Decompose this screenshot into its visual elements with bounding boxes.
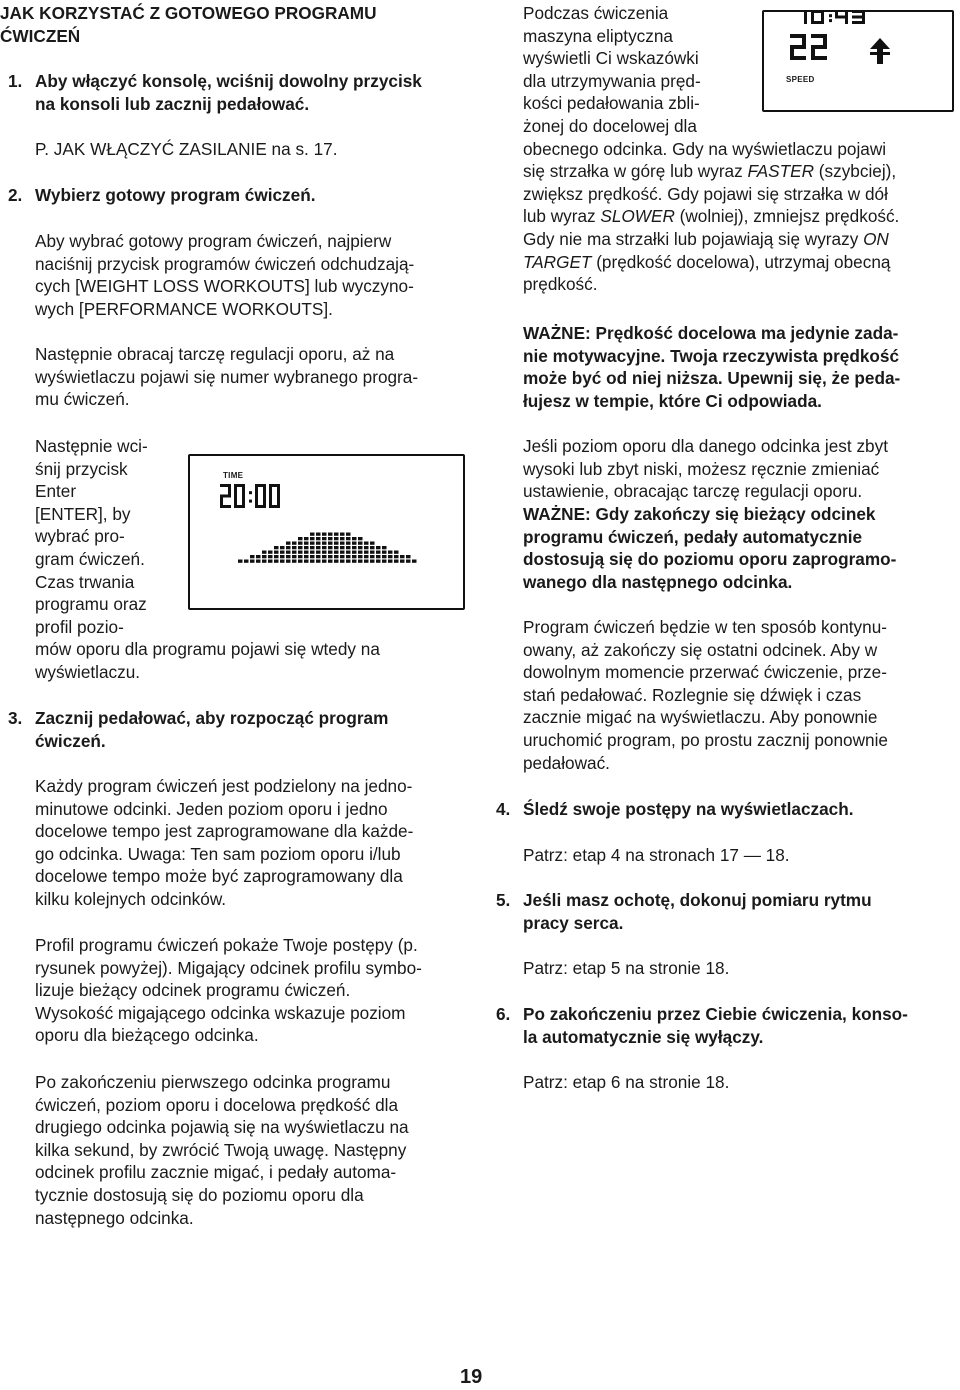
profile-segment xyxy=(328,560,333,563)
profile-segment xyxy=(346,560,351,563)
step5-reference: Patrz: etap 5 na stronie 18. xyxy=(523,958,730,978)
profile-segment xyxy=(358,551,363,554)
profile-segment xyxy=(316,546,321,549)
profile-segment xyxy=(328,551,333,554)
profile-segment xyxy=(304,551,309,554)
speed-value-digits xyxy=(790,34,850,64)
up-arrow-icon xyxy=(869,38,891,64)
time-value-digits xyxy=(220,484,284,514)
profile-segment xyxy=(286,555,291,558)
profile-segment xyxy=(370,555,375,558)
profile-segment xyxy=(298,551,303,554)
step-number: 4. xyxy=(496,799,511,819)
profile-segment xyxy=(340,546,345,549)
profile-segment xyxy=(298,555,303,558)
profile-segment xyxy=(286,560,291,563)
profile-segment xyxy=(346,533,351,536)
profile-segment xyxy=(352,560,357,563)
profile-segment xyxy=(376,560,381,563)
resistance-profile xyxy=(238,526,428,566)
profile-segment xyxy=(334,533,339,536)
profile-segment xyxy=(310,551,315,554)
profile-segment xyxy=(334,546,339,549)
profile-segment xyxy=(262,551,267,554)
profile-segment xyxy=(286,551,291,554)
profile-segment xyxy=(292,560,297,563)
step5-title: Jeśli masz ochotę, dokonuj pomiaru rytmu pracy serca. xyxy=(523,890,872,933)
profile-segment xyxy=(340,551,345,554)
profile-segment xyxy=(268,555,273,558)
profile-segment xyxy=(316,542,321,545)
step6-title: Po zakończeniu przez Ciebie ćwiczenia, konso- la automatycznie się wyłączy. xyxy=(523,1004,908,1047)
profile-segment xyxy=(292,546,297,549)
paragraph-short: Następnie wci- śnij przycisk Enter [ENTER], by wybrać pro- gram ćwiczeń. Czas trwania programu oraz profil pozio- mów oporu dla programu pojawi się wtedy na wyświetlaczu. xyxy=(35,436,380,682)
profile-segment xyxy=(292,551,297,554)
profile-segment xyxy=(352,537,357,540)
profile-segment xyxy=(316,555,321,558)
profile-segment xyxy=(346,551,351,554)
profile-segment xyxy=(316,533,321,536)
profile-segment xyxy=(370,551,375,554)
profile-segment xyxy=(262,555,267,558)
profile-segment xyxy=(310,555,315,558)
page-number: 19 xyxy=(460,1366,483,1388)
profile-segment xyxy=(274,551,279,554)
profile-segment xyxy=(334,542,339,545)
profile-segment xyxy=(382,546,387,549)
section-heading: JAK KORZYSTAĆ Z GOTOWEGO PROGRAMU ĆWICZEŃ xyxy=(0,3,377,46)
step1-reference: P. JAK WŁĄCZYĆ ZASILANIE na s. 17. xyxy=(35,139,338,159)
paragraph: Profil programu ćwiczeń pokaże Twoje postępy (p. rysunek powyżej). Migający odcinek profilu symbo- lizuje bieżący odcinek programu ćwiczeń. Wysokość migającego odcinka wskazuje poziom oporu dla bieżącego odcinka. xyxy=(35,935,422,1046)
profile-segment xyxy=(322,560,327,563)
profile-segment xyxy=(268,551,273,554)
profile-segment xyxy=(238,560,243,563)
profile-segment xyxy=(322,537,327,540)
profile-segment xyxy=(328,542,333,545)
profile-segment xyxy=(310,542,315,545)
profile-segment xyxy=(274,560,279,563)
profile-segment xyxy=(406,560,411,563)
profile-segment xyxy=(334,537,339,540)
profile-segment xyxy=(298,560,303,563)
profile-segment xyxy=(322,551,327,554)
profile-segment xyxy=(382,555,387,558)
profile-segment xyxy=(334,551,339,554)
profile-segment xyxy=(376,555,381,558)
profile-segment xyxy=(364,555,369,558)
profile-segment xyxy=(304,546,309,549)
profile-segment xyxy=(358,542,363,545)
profile-segment xyxy=(340,533,345,536)
speed-top-digits xyxy=(794,10,889,24)
step4-reference: Patrz: etap 4 na stronach 17 — 18. xyxy=(523,845,790,865)
step-number: 3. xyxy=(8,708,23,728)
step1-text: Aby włączyć konsolę, wciśnij dowolny przycisk na konsoli lub zacznij pedałować. xyxy=(35,71,422,114)
profile-segment xyxy=(298,537,303,540)
profile-segment xyxy=(340,537,345,540)
profile-segment xyxy=(346,555,351,558)
profile-segment xyxy=(244,560,249,563)
profile-segment xyxy=(400,555,405,558)
profile-segment xyxy=(358,537,363,540)
profile-segment xyxy=(376,551,381,554)
profile-segment xyxy=(304,560,309,563)
profile-segment xyxy=(280,560,285,563)
profile-segment xyxy=(316,560,321,563)
step3-title: Zacznij pedałować, aby rozpocząć program ćwiczeń. xyxy=(35,708,389,751)
profile-segment xyxy=(280,551,285,554)
step-number: 1. xyxy=(8,71,23,91)
profile-segment xyxy=(280,555,285,558)
profile-segment xyxy=(262,560,267,563)
profile-segment xyxy=(274,546,279,549)
profile-segment xyxy=(394,560,399,563)
profile-segment xyxy=(334,555,339,558)
profile-segment xyxy=(292,542,297,545)
profile-segment xyxy=(358,560,363,563)
profile-segment xyxy=(292,555,297,558)
profile-segment xyxy=(406,555,411,558)
profile-segment xyxy=(316,537,321,540)
step-number: 6. xyxy=(496,1004,511,1024)
profile-segment xyxy=(388,555,393,558)
profile-segment xyxy=(340,555,345,558)
profile-segment xyxy=(250,560,255,563)
profile-segment xyxy=(334,560,339,563)
profile-segment xyxy=(394,555,399,558)
profile-segment xyxy=(256,555,261,558)
time-label: TIME xyxy=(223,471,244,480)
profile-segment xyxy=(364,546,369,549)
profile-segment xyxy=(322,555,327,558)
step-number: 2. xyxy=(8,185,23,205)
profile-segment xyxy=(340,560,345,563)
profile-segment xyxy=(352,551,357,554)
profile-segment xyxy=(256,560,261,563)
profile-segment xyxy=(358,546,363,549)
speed-display-illustration xyxy=(762,10,954,112)
profile-segment xyxy=(322,546,327,549)
step-number: 5. xyxy=(496,890,511,910)
profile-segment xyxy=(250,555,255,558)
profile-segment xyxy=(370,546,375,549)
profile-segment xyxy=(394,551,399,554)
profile-segment xyxy=(388,551,393,554)
paragraph: Podczas ćwiczenia maszyna eliptyczna wyświetli Ci wskazówki dla utrzymywania pręd- kości pedałowania zbli- żonej do docelowej dla obecnego odcinka. Gdy na wyświetlaczu pojawi się strzałka w górę lub wyraz FASTER (szybciej), zwiększ prędkość. Gdy pojawi się strzałka w dół lub wyraz SLOWER (wolniej), zmniejsz prędkość. Gdy nie ma strzałki lub pojawiają się wyrazy ON TARGET (prędkość docelowa), utrzymaj obecną prędkość. xyxy=(523,3,900,295)
step4-title: Śledź swoje postępy na wyświetlaczach. xyxy=(523,799,854,819)
profile-segment xyxy=(328,546,333,549)
profile-segment xyxy=(352,555,357,558)
profile-segment xyxy=(298,546,303,549)
paragraph: Po zakończeniu pierwszego odcinka programu ćwiczeń, poziom oporu i docelowa prędkość dla drugiego odcinka pojawią się na wyświetlaczu na kilka sekund, by zwrócić Twoją uwagę. Następny odcinek profilu zacznie migać, i pedały automa- tycznie dostosują się do poziomu oporu dla następnego odcinka. xyxy=(35,1072,409,1228)
profile-segment xyxy=(310,546,315,549)
profile-segment xyxy=(298,542,303,545)
profile-segment xyxy=(322,533,327,536)
profile-segment xyxy=(328,555,333,558)
profile-segment xyxy=(328,537,333,540)
time-display-illustration xyxy=(188,454,465,610)
important-note: WAŻNE: Prędkość docelowa ma jedynie zada- nie motywacyjne. Twoja rzeczywista prędkość może być od niej niższa. Upewnij się, że peda- łujesz w tempie, które Ci odpowiada. xyxy=(523,323,901,411)
profile-segment xyxy=(310,533,315,536)
profile-segment xyxy=(388,560,393,563)
profile-segment xyxy=(370,560,375,563)
profile-segment xyxy=(364,560,369,563)
step6-reference: Patrz: etap 6 na stronie 18. xyxy=(523,1072,730,1092)
profile-segment xyxy=(304,555,309,558)
profile-segment xyxy=(322,542,327,545)
profile-segment xyxy=(286,546,291,549)
paragraph: Każdy program ćwiczeń jest podzielony na jedno- minutowe odcinki. Jeden poziom oporu i jedno docelowe tempo jest zaprogramowane dla każde- go odcinka. Uwaga: Ten sam poziom oporu i/lub docelowe tempo może być zaprogramowany dla kilku kolejnych odcinków. xyxy=(35,776,414,909)
profile-segment xyxy=(316,551,321,554)
profile-segment xyxy=(310,560,315,563)
profile-segment xyxy=(268,560,273,563)
profile-segment xyxy=(280,546,285,549)
profile-segment xyxy=(382,560,387,563)
profile-segment xyxy=(382,551,387,554)
speed-label: SPEED xyxy=(786,75,815,84)
profile-segment xyxy=(346,542,351,545)
profile-segment xyxy=(412,560,417,563)
profile-segment xyxy=(286,542,291,545)
profile-segment xyxy=(376,546,381,549)
paragraph: Następnie obracaj tarczę regulacji oporu, aż na wyświetlaczu pojawi się numer wybranego progra- mu ćwiczeń. xyxy=(35,344,419,410)
profile-segment xyxy=(400,560,405,563)
profile-segment xyxy=(310,537,315,540)
paragraph: Aby wybrać gotowy program ćwiczeń, najpierw naciśnij przycisk programów ćwiczeń odchudzają- cych [WEIGHT LOSS WORKOUTS] lub wyczyno- wych [PERFORMANCE WORKOUTS]. xyxy=(35,231,415,319)
paragraph: Jeśli poziom oporu dla danego odcinka jest zbyt wysoki lub zbyt niski, możesz ręcznie zmieniać ustawienie, obracając tarczę regulacji oporu. xyxy=(523,436,888,502)
profile-segment xyxy=(346,537,351,540)
profile-segment xyxy=(304,542,309,545)
step2-title: Wybierz gotowy program ćwiczeń. xyxy=(35,185,316,205)
profile-segment xyxy=(352,542,357,545)
profile-segment xyxy=(358,555,363,558)
profile-segment xyxy=(304,537,309,540)
profile-segment xyxy=(274,555,279,558)
profile-segment xyxy=(340,542,345,545)
profile-segment xyxy=(328,533,333,536)
profile-segment xyxy=(346,546,351,549)
important-note: WAŻNE: Gdy zakończy się bieżący odcinek programu ćwiczeń, pedały automatycznie dostosują się do poziomu oporu zaprogramo- wanego dla następnego odcinka. xyxy=(523,504,897,592)
profile-segment xyxy=(364,542,369,545)
paragraph: Program ćwiczeń będzie w ten sposób kontynu- owany, aż zakończy się ostatni odcinek. Aby w dowolnym momencie przerwać ćwiczenie, prze- stań pedałować. Rozlegnie się dźwięk i czas zacznie migać na wyświetlaczu. Aby ponownie uruchomić program, po prostu zacznij ponownie pedałować. xyxy=(523,617,888,773)
profile-segment xyxy=(352,546,357,549)
profile-segment xyxy=(364,551,369,554)
profile-segment xyxy=(370,542,375,545)
